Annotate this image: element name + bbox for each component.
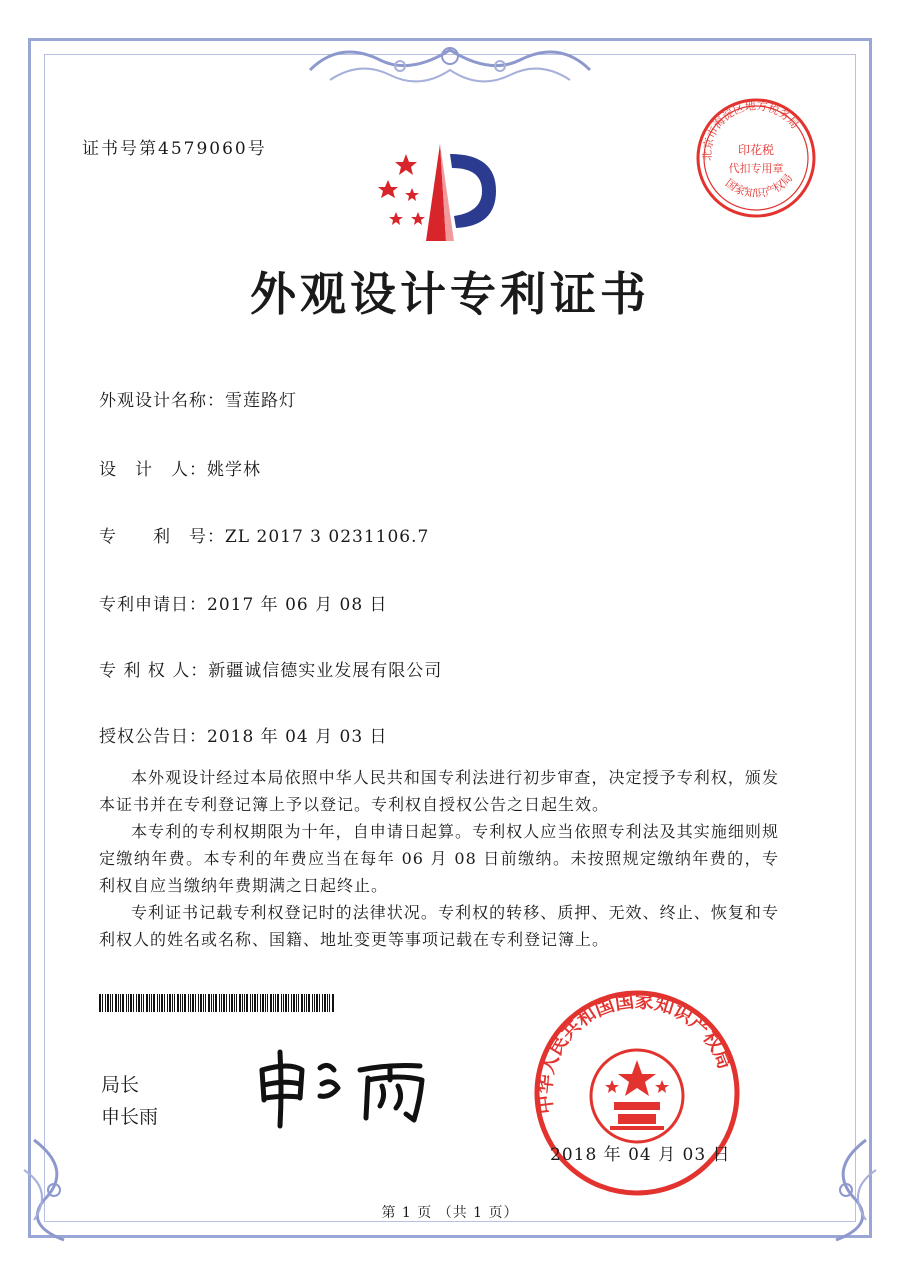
- left-side-ornament-icon: [14, 1130, 104, 1250]
- field-designer: 设 计 人：姚学林: [99, 460, 261, 480]
- certificate-title: 外观设计专利证书: [250, 267, 650, 321]
- top-ornament-icon: [300, 30, 600, 100]
- svg-text:国家知识产权局: 国家知识产权局: [722, 171, 796, 201]
- patent-office-emblem-icon: [366, 136, 506, 246]
- body-paragraph: 本专利的专利权期限为十年，自申请日起算。专利权人应当依照专利法及其实施细则规定缴纳年费。本专利的年费应当在每年 06 月 08 日前缴纳。未按照规定缴纳年费的，专利权自应当缴纳年费期满之日起终止。: [99, 822, 779, 895]
- tax-seal-stamp: [694, 96, 818, 220]
- director-title: 局长: [101, 1074, 140, 1096]
- director-signature: [250, 1040, 450, 1130]
- body-paragraph: 本外观设计经过本局依照中华人民共和国专利法进行初步审查，决定授予专利权，颁发本证书并在专利登记簿上予以登记。专利权自授权公告之日起生效。: [99, 768, 779, 814]
- certificate-number: 证书号第4579060号: [82, 139, 267, 159]
- svg-text:印花税: 印花税: [737, 143, 775, 157]
- seal-date: 2018 年 04 月 03 日: [550, 1145, 731, 1165]
- svg-text:代扣专用章: 代扣专用章: [728, 162, 784, 175]
- certificate-body-text: [99, 764, 779, 953]
- body-paragraph: 专利证书记载专利权登记时的法律状况。专利权的转移、质押、无效、终止、恢复和专利权人的姓名或名称、国籍、地址变更等事项记载在专利登记簿上。: [99, 903, 779, 949]
- svg-text:北京市海淀区地方税务局: 北京市海淀区地方税务局: [700, 99, 802, 162]
- director-name: 申长雨: [101, 1106, 159, 1128]
- field-application-date: 专利申请日：2017 年 06 月 08 日: [99, 595, 388, 615]
- field-patent-number: 专 利 号：ZL 2017 3 0231106.7: [99, 527, 430, 547]
- patent-office-seal-stamp: [532, 988, 742, 1198]
- field-design-name: 外观设计名称：雪莲路灯: [99, 391, 297, 411]
- svg-text:中华人民共和国国家知识产权局: 中华人民共和国国家知识产权局: [533, 990, 737, 1116]
- barcode: [99, 994, 335, 1012]
- field-patentee: 专 利 权 人：新疆诚信德实业发展有限公司: [99, 661, 443, 681]
- field-grant-date: 授权公告日：2018 年 04 月 03 日: [99, 727, 388, 747]
- right-side-ornament-icon: [796, 1130, 886, 1250]
- page-number: 第 1 页 （共 1 页）: [381, 1205, 519, 1221]
